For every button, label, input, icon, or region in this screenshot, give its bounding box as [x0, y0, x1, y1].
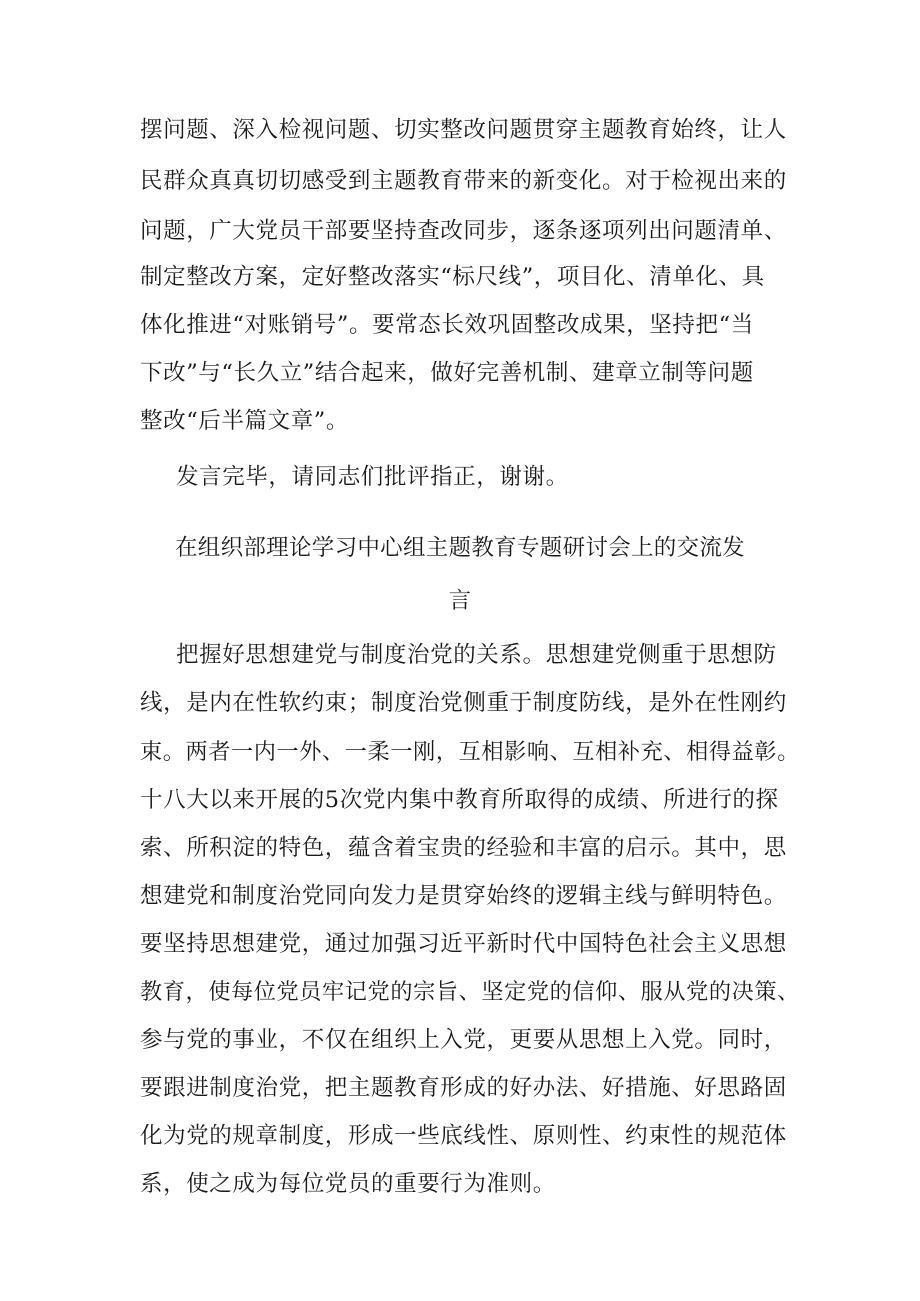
closing-line: 发言完毕，请同志们批评指正，谢谢。	[176, 464, 569, 490]
paragraph-line: 要坚持思想建党，通过加强习近平新时代中国特色社会主义思想	[140, 931, 787, 957]
article-title-line-1: 在组织部理论学习中心组主题教育专题研讨会上的交流发	[174, 535, 745, 561]
paragraph-line: 问题，广大党员干部要坚持查改同步，逐条逐项列出问题清单、	[140, 218, 787, 244]
paragraph-line: 要跟进制度治党，把主题教育形成的好办法、好措施、好思路固	[140, 1075, 787, 1101]
paragraph-line: 线，是内在性软约束；制度治党侧重于制度防线，是外在性刚约	[140, 690, 787, 716]
paragraph-line: 体化推进“对账销号”。要常态长效巩固整改成果，坚持把“当	[140, 312, 754, 338]
article-title-line-2: 言	[448, 588, 472, 614]
paragraph-line: 化为党的规章制度，形成一些底线性、原则性、约束性的规范体	[140, 1123, 787, 1149]
paragraph-line: 制定整改方案，定好整改落实“标尺线”，项目化、清单化、具	[140, 264, 765, 290]
paragraph-line: 束。两者一内一外、一柔一刚，互相影响、互相补充、相得益彰。	[140, 739, 800, 765]
paragraph-line: 想建党和制度治党同向发力是贯穿始终的逻辑主线与鲜明特色。	[140, 883, 787, 909]
paragraph-line: 把握好思想建党与制度治党的关系。思想建党侧重于思想防	[176, 642, 777, 668]
paragraph-line: 民群众真真切切感受到主题教育带来的新变化。对于检视出来的	[140, 168, 787, 194]
paragraph-line: 参与党的事业，不仅在组织上入党，更要从思想上入党。同时，	[140, 1027, 787, 1053]
paragraph-line: 教育，使每位党员牢记党的宗旨、坚定党的信仰、服从党的决策、	[140, 979, 800, 1005]
paragraph-line: 十八大以来开展的5次党内集中教育所取得的成绩、所进行的探	[140, 787, 779, 813]
paragraph-line: 索、所积淀的特色，蕴含着宝贵的经验和丰富的启示。其中，思	[140, 835, 787, 861]
paragraph-line: 系，使之成为每位党员的重要行为准则。	[140, 1171, 556, 1197]
paragraph-line: 下改”与“长久立”结合起来，做好完善机制、建章立制等问题	[140, 360, 754, 386]
paragraph-line: 整改“后半篇文章”。	[140, 408, 350, 434]
paragraph-line: 摆问题、深入检视问题、切实整改问题贯穿主题教育始终，让人	[140, 117, 787, 143]
